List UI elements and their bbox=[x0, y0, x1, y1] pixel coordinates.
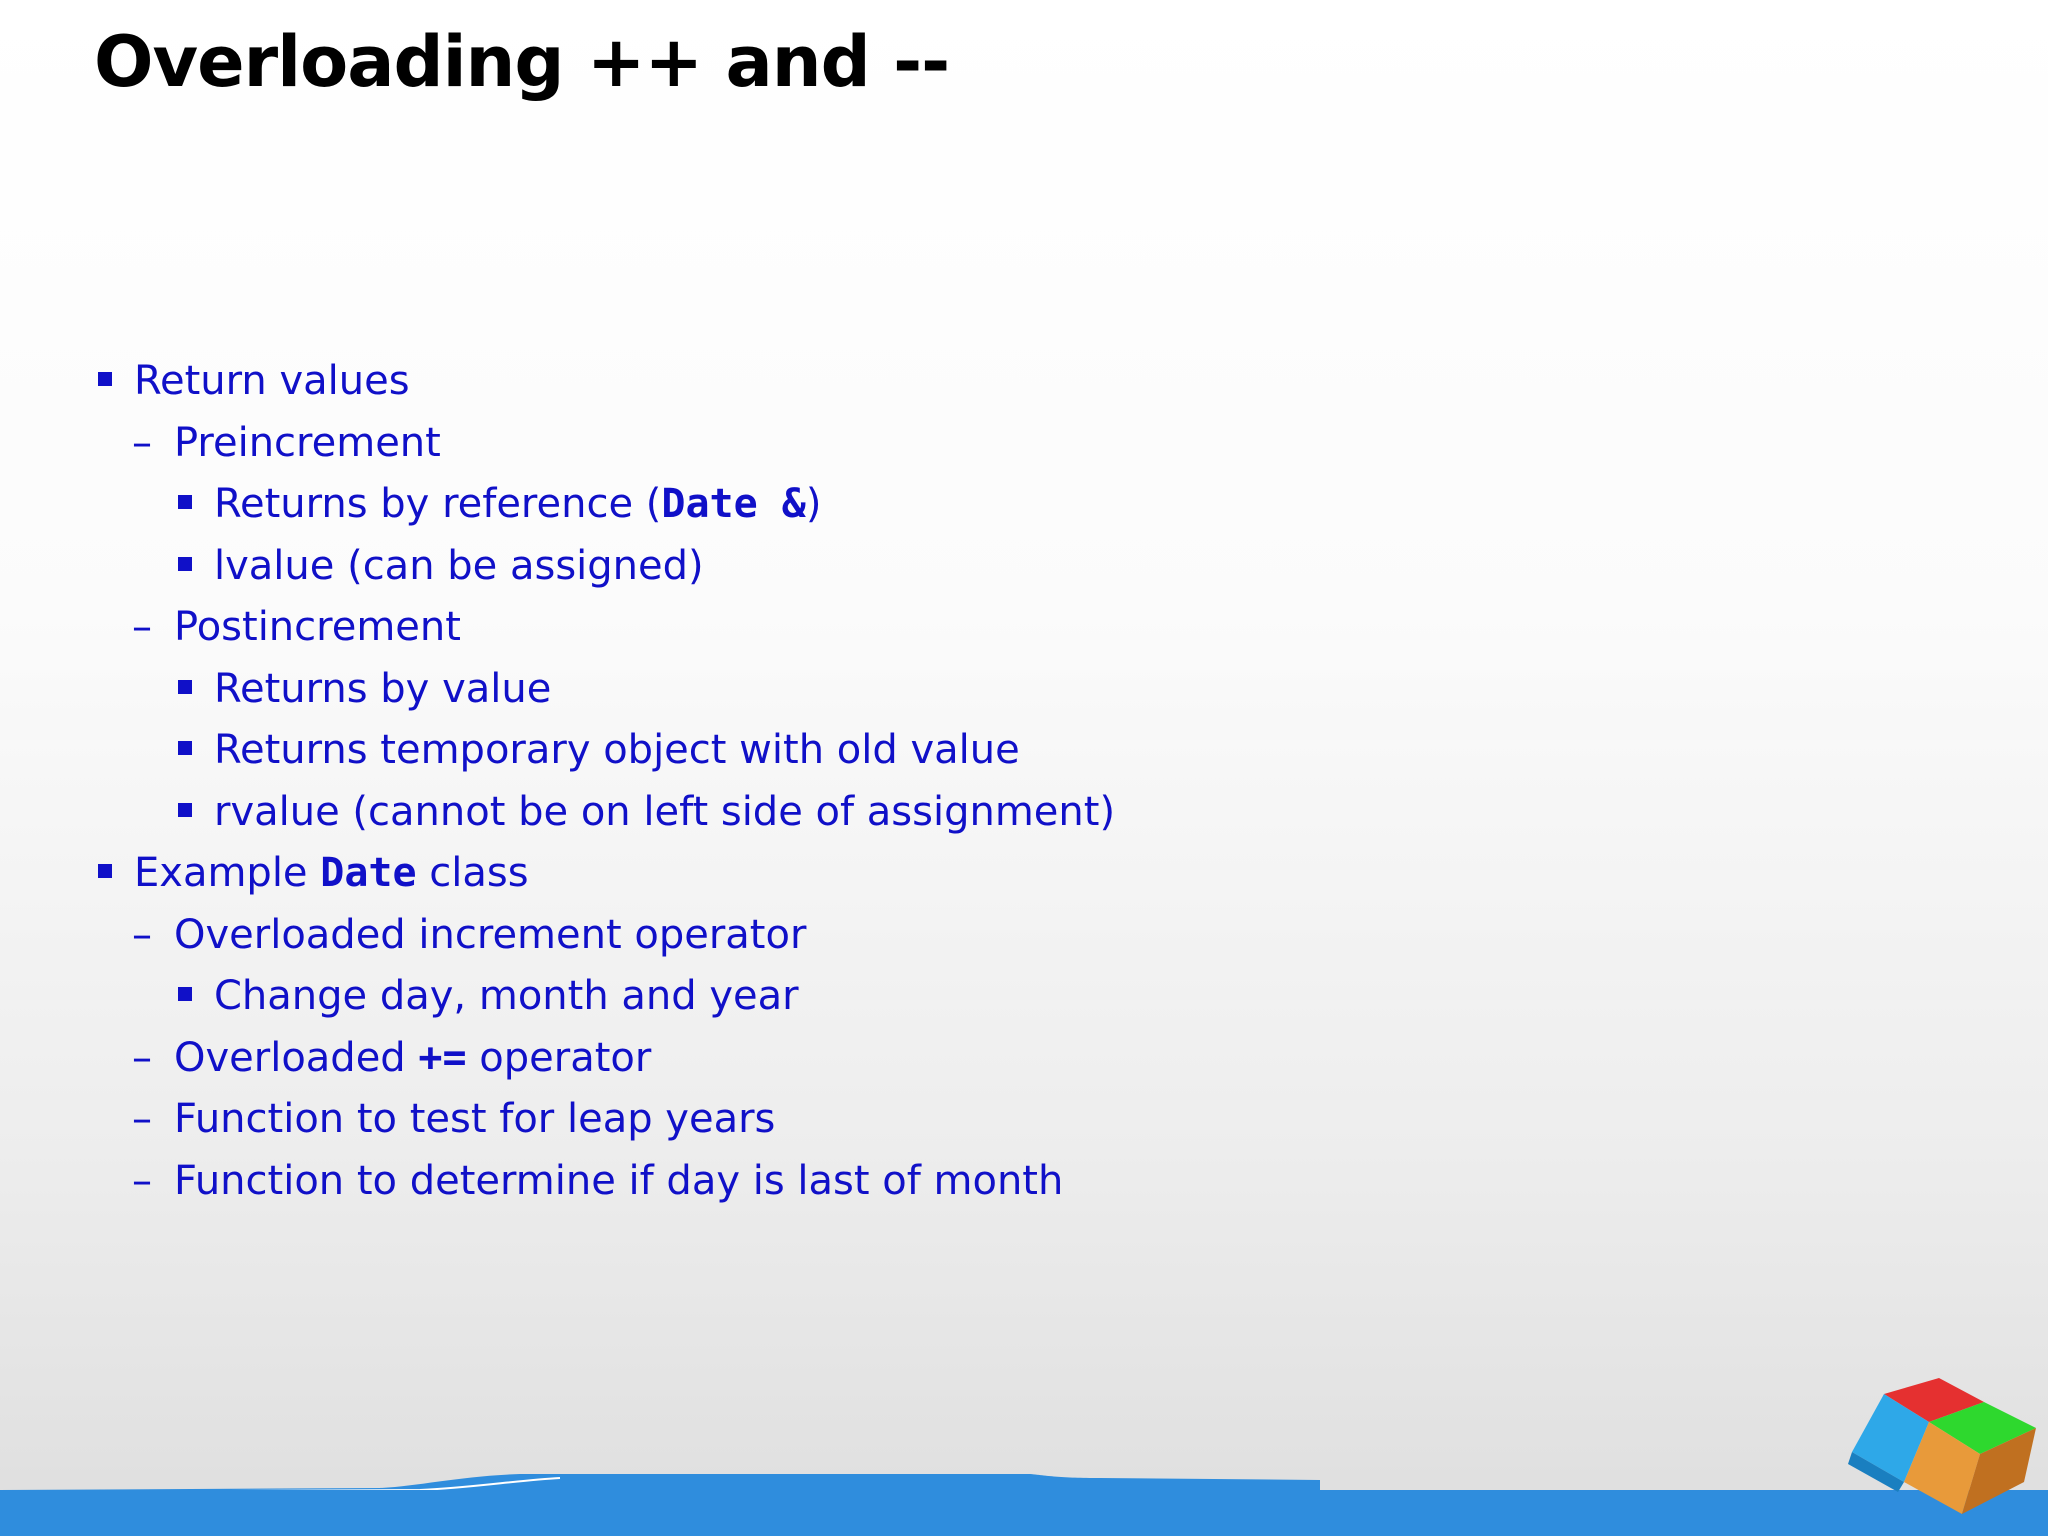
text-span: class bbox=[416, 850, 529, 896]
dash-bullet-icon: – bbox=[132, 1034, 152, 1081]
bullet-text bbox=[134, 350, 410, 412]
text-span: Change day, month and year bbox=[214, 973, 799, 1019]
text-span: Returns temporary object with old value bbox=[214, 727, 1020, 773]
code-span: Date bbox=[320, 850, 417, 896]
text-span: Returns by reference ( bbox=[214, 481, 662, 527]
dash-bullet-icon: – bbox=[132, 604, 152, 650]
text-span: Return values bbox=[134, 358, 410, 404]
text-span: Postincrement bbox=[174, 604, 461, 650]
dash-bullet-icon: – bbox=[132, 1096, 152, 1142]
text-span: operator bbox=[466, 1034, 652, 1081]
dash-bullet-icon: – bbox=[132, 911, 152, 958]
code-span: += bbox=[418, 1034, 467, 1081]
text-span: rvalue (cannot be on left side of assignment) bbox=[214, 788, 1116, 835]
text-span: Example bbox=[134, 850, 321, 896]
text-span: Function to determine if day is last of month bbox=[174, 1157, 1064, 1204]
text-span: lvalue (can be assigned) bbox=[214, 542, 704, 589]
text-span: Overloaded increment operator bbox=[174, 911, 807, 958]
color-cube-logo-icon bbox=[1844, 1364, 2044, 1534]
text-span: Function to test for leap years bbox=[174, 1096, 776, 1142]
text-span: Returns by value bbox=[214, 665, 552, 712]
bullet-text bbox=[174, 1027, 651, 1089]
bullet-text bbox=[174, 1088, 775, 1150]
square-bullet-icon bbox=[178, 803, 192, 817]
bullet-text bbox=[214, 965, 799, 1027]
bullet-text bbox=[134, 842, 529, 904]
bullet-text bbox=[214, 781, 1115, 843]
dash-bullet-icon: – bbox=[132, 1157, 152, 1204]
bullet-text bbox=[214, 473, 822, 535]
bullet-text bbox=[214, 658, 551, 720]
text-span: Overloaded bbox=[174, 1034, 419, 1081]
square-bullet-icon bbox=[178, 987, 192, 1001]
code-span: Date & bbox=[661, 481, 806, 527]
bullet-text bbox=[174, 1150, 1063, 1212]
bullet-text bbox=[174, 412, 441, 474]
bullet-text bbox=[174, 596, 461, 658]
square-bullet-icon bbox=[98, 864, 112, 878]
square-bullet-icon bbox=[98, 372, 112, 386]
text-span: ) bbox=[805, 481, 822, 527]
bullet-text bbox=[174, 904, 806, 966]
bullet-text bbox=[214, 535, 704, 597]
dash-bullet-icon: – bbox=[132, 419, 152, 466]
square-bullet-icon bbox=[178, 741, 192, 755]
square-bullet-icon bbox=[178, 680, 192, 694]
text-span: Preincrement bbox=[174, 419, 441, 466]
slide-title: Overloading ++ and -- bbox=[94, 21, 950, 103]
bullet-text bbox=[214, 719, 1020, 781]
footer-bar bbox=[0, 1490, 2048, 1536]
square-bullet-icon bbox=[178, 557, 192, 571]
square-bullet-icon bbox=[178, 495, 192, 509]
